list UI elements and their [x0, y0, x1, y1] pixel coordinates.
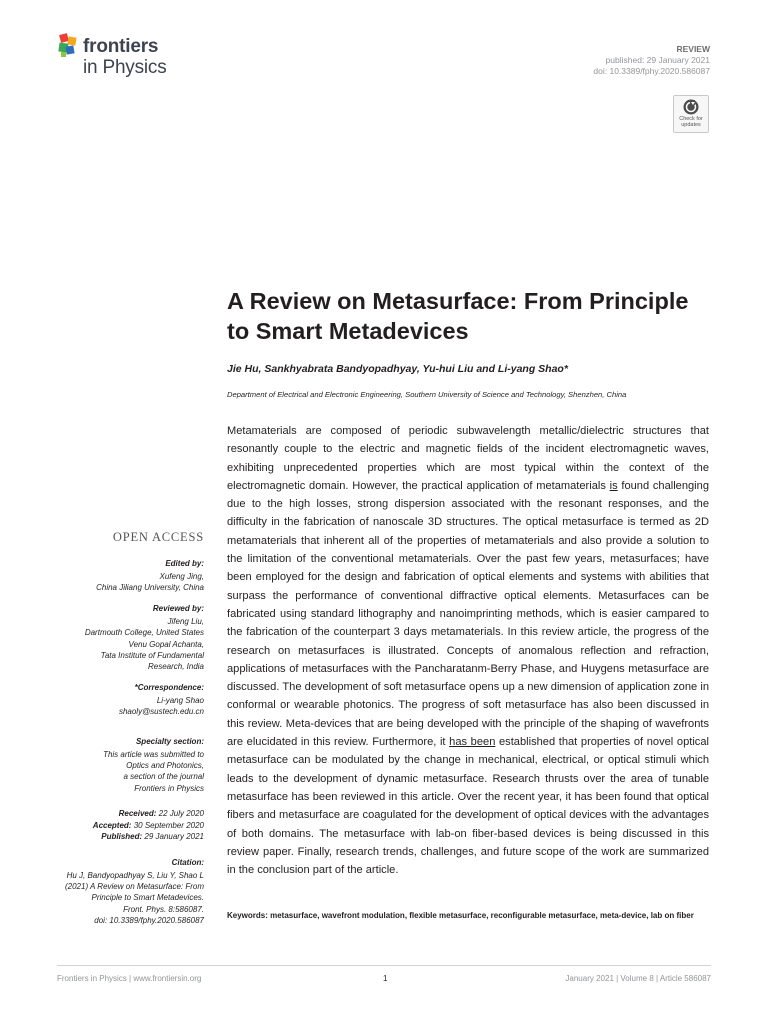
correspondence-email-link[interactable]: shaoly@sustech.edu.cn	[118, 707, 204, 717]
affiliation: Department of Electrical and Electronic Engineering, Southern University of Science and Technology, Shenzhen, China	[227, 390, 627, 399]
footer-journal-link[interactable]: Frontiers in Physics | www.frontiersin.org	[57, 974, 202, 983]
article-title: A Review on Metasurface: From Principle to Smart Metadevices	[227, 288, 689, 344]
published-date: published: 29 January 2021	[605, 55, 710, 65]
check-for-updates-button[interactable]	[673, 95, 709, 133]
correspondence-section: *Correspondence: Li-yang Shao shaoly@sustech.edu.cn	[34, 682, 204, 718]
citation-section: Citation: Hu J, Bandyopadhyay S, Liu Y, Shao L (2021) A Review on Metasurface: From Principle to Smart Metadevices. Front. Phys. 8:586087. doi: 10.3389/fphy.2020.586087	[34, 857, 204, 927]
article-meta	[593, 44, 710, 77]
citation-doi-link[interactable]: doi: 10.3389/fphy.2020.586087	[94, 916, 204, 926]
check-for-updates-label: Check for updates	[679, 116, 703, 128]
doi-link[interactable]: doi: 10.3389/fphy.2020.586087	[593, 66, 710, 76]
page-number: 1	[383, 974, 388, 983]
underlined-phrase: has been	[449, 736, 496, 749]
abstract: Metamaterials are composed of periodic subwavelength metallic/dielectric structures that resonantly couple to the electric and magnetic fields of the incident electromagnetic waves, exhibiting unprecedented properties which are most typical within the context of the electromagnetic domain. However, the practical application of metamaterials is found challenging due to the high losses, strong dispersion associated with the resonant responses, and the difficulty in the fabrication of nanoscale 3D structures. The optical metasurface is termed as 2D metamaterials that inherent all of the properties of metamaterials and also provide a solution to the limitation of the conventional metamaterials. Over the past few years, metasurfaces; have been employed for the design and fabrication of optical elements and systems with abilities that surpass the performance of conventional diffractive optical elements. Metasurfaces can be fabricated using standard lithography and nanoimprinting methods, which is easier campared to the fabrication of the counterpart 3 days metamaterials. In this review article, the progress of the research on metasurfaces is illustrated. Concepts of anomalous reflection and refraction, applications of metasurfaces with the Pancharatanm-Berry Phase, and Huygens metasurface are discussed. The development of soft metasurface opens up a new dimension of application zone in conformal or wearable photonics. The progress of soft metasurface has also been discussed in this review. Meta-devices that are being developed with the principle of the shaping of wavefronts are elucidated in this review. Furthermore, it has been established that properties of novel optical metasurface can be modulated by the change in mechanical, electrical, or optical stimuli which leads to the development of dynamic metasurface. Research thrusts over the area of tunable metasurface has been reviewed in this article. Over the recent year, it has been found that optical fibers and metasurface are coagulated for the development of optical devices with the advantages of both domains. The metasurface with lab-on fiber-based devices is being discussed in this review paper. Finally, research trends, challenges, and future scope of the work are summarized in the conclusion part of the article.	[227, 425, 709, 877]
dates-section	[34, 808, 204, 842]
accepted-date: Accepted: 30 September 2020	[92, 820, 204, 830]
footer-issue-info: January 2021 | Volume 8 | Article 586087	[565, 974, 711, 983]
published-date-side: Published: 29 January 2021	[101, 832, 204, 842]
author-list: Jie Hu, Sankhyabrata Bandyopadhyay, Yu-hui Liu and Li-yang Shao*	[227, 363, 568, 375]
underlined-word: is	[609, 479, 618, 492]
edited-by-section: Edited by: Xufeng Jing, China Jiliang University, China	[96, 559, 204, 593]
frontiers-logo-icon	[57, 33, 81, 59]
article-info-sidebar	[34, 530, 204, 936]
open-access-label: OPEN ACCESS	[112, 530, 204, 544]
footer-divider	[57, 965, 711, 966]
article-type: REVIEW	[676, 44, 710, 54]
journal-subname: in Physics	[83, 57, 167, 78]
check-for-updates-icon	[683, 99, 699, 115]
specialty-section: Specialty section: This article was submitted to Optics and Photonics, a section of the journal Frontiers in Physics	[103, 736, 204, 793]
journal-logo[interactable]	[57, 33, 177, 81]
reviewed-by-section: Reviewed by: Jifeng Liu, Dartmouth College, United States Venu Gopal Achanta, Tata Institute of Fundamental Research, India	[84, 603, 204, 672]
keywords: Keywords: metasurface, wavefront modulation, flexible metasurface, reconfigurable metasurface, meta-device, lab on fiber	[227, 911, 694, 920]
received-date: Received: 22 July 2020	[118, 809, 204, 819]
journal-name: frontiers	[83, 36, 159, 57]
